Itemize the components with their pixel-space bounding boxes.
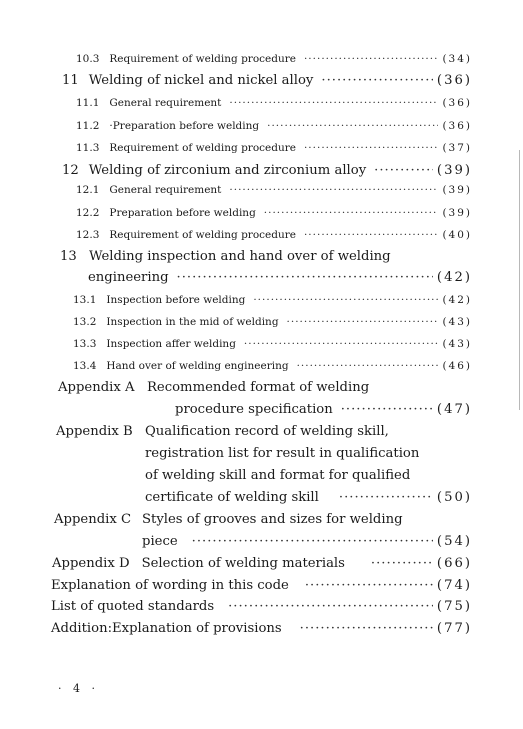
leader-dots [321, 73, 433, 88]
toc-entry-appendix-a-first-line [58, 380, 135, 395]
toc-number: Appendix C [54, 512, 132, 527]
toc-title: Selection of welding materials [141, 556, 345, 571]
toc-entry-appendix-d [52, 556, 472, 571]
toc-number: Appendix A [58, 380, 135, 395]
toc-entry-13-3 [73, 338, 472, 350]
toc-page-number: (36) [442, 97, 472, 109]
toc-page-number: (77) [436, 621, 472, 636]
toc-page-number: (74) [436, 578, 472, 593]
toc-title: Styles of grooves and sizes for welding [142, 512, 403, 527]
leader-dots [341, 402, 433, 417]
toc-title-continued: engineering [88, 270, 169, 285]
toc-entry-addition [51, 621, 472, 636]
toc-title: List of quoted standards [51, 599, 215, 614]
toc-number: 13.3 [73, 338, 97, 350]
toc-page-number: (34) [442, 53, 472, 65]
leader-dots [304, 229, 438, 241]
toc-title: ·Preparation before welding [109, 120, 260, 132]
toc-entry-11-3 [76, 142, 472, 154]
toc-entry-12 [62, 163, 472, 178]
toc-title: Preparation before welding [109, 207, 256, 219]
toc-number: 12 [62, 163, 79, 178]
leader-dots [304, 142, 438, 154]
toc-page-number: (39) [442, 207, 472, 219]
leader-dots [177, 270, 433, 285]
toc-title-continued: registration list for result in qualification [145, 446, 420, 461]
toc-entry-13-4 [73, 360, 472, 372]
toc-entry-appendix-c [142, 534, 472, 549]
toc-entry-12-2 [76, 207, 472, 219]
toc-page-number: (46) [442, 360, 472, 372]
leader-dots [305, 578, 433, 593]
toc-title: Welding of zirconium and zirconium alloy [88, 163, 367, 178]
toc-number: 13.2 [73, 316, 97, 328]
toc-title: Recommended format of welding [147, 380, 370, 395]
toc-page-number: (66) [436, 556, 472, 571]
toc-title-continued: procedure specification [175, 402, 333, 417]
toc-entry-11-1 [76, 97, 472, 109]
toc-page-number: (50) [436, 490, 472, 505]
leader-dots [229, 184, 438, 196]
toc-entry-12-3 [76, 229, 472, 241]
toc-title: Welding inspection and hand over of welding [88, 249, 391, 264]
toc-entry-13-1 [73, 294, 472, 306]
leader-dots [374, 163, 433, 178]
toc-title: Requirement of welding procedure [109, 229, 296, 241]
toc-page-number: (42) [436, 270, 472, 285]
leader-dots [304, 53, 438, 65]
toc-title-continued: piece [142, 534, 178, 549]
leader-dots [264, 207, 439, 219]
toc-entry-12-1 [76, 184, 472, 196]
leader-dots [253, 294, 438, 306]
leader-dots [371, 556, 433, 571]
toc-number: 11 [62, 73, 79, 88]
leader-dots [228, 599, 433, 614]
leader-dots [244, 338, 439, 350]
toc-entry-11-2 [76, 120, 472, 132]
toc-page-number: (54) [436, 534, 472, 549]
leader-dots [300, 621, 433, 636]
toc-number: 12.3 [76, 229, 100, 241]
scan-edge-line [519, 150, 520, 410]
toc-number: 11.1 [76, 97, 100, 109]
leader-dots [267, 120, 438, 132]
toc-number: 13.4 [73, 360, 97, 372]
toc-entry-appendix-a [175, 402, 472, 417]
toc-title: Qualification record of welding skill, [145, 424, 389, 439]
toc-title: Hand over of welding engineering [106, 360, 289, 372]
toc-page-number: (39) [442, 184, 472, 196]
leader-dots [287, 316, 439, 328]
toc-entry-13-2 [73, 316, 472, 328]
toc-title: Addition:Explanation of provisions [51, 621, 282, 636]
toc-title: Welding of nickel and nickel alloy [88, 73, 314, 88]
toc-page-number: (39) [436, 163, 472, 178]
toc-title: Inspection affer welding [106, 338, 236, 350]
toc-title: Inspection in the mid of welding [106, 316, 279, 328]
toc-number: 12.1 [76, 184, 100, 196]
leader-dots [339, 490, 433, 505]
toc-title-continued: of welding skill and format for qualified [145, 468, 411, 483]
toc-page-number: (36) [436, 73, 472, 88]
toc-number: 11.3 [76, 142, 100, 154]
toc-title: Requirement of welding procedure [109, 53, 296, 65]
toc-number: 10.3 [76, 53, 100, 65]
toc-page-number: (42) [442, 294, 472, 306]
toc-title-continued: certificate of welding skill [145, 490, 319, 505]
toc-entry-explanation-of-wording [51, 578, 472, 593]
toc-entry-13-first-line [60, 249, 391, 264]
toc-entry-quoted-standards [51, 599, 472, 614]
toc-entry-appendix-b-first-line [56, 424, 133, 439]
toc-page-number: (47) [436, 402, 472, 417]
toc-title: Inspection before welding [106, 294, 246, 306]
toc-page-number: (40) [442, 229, 472, 241]
toc-page-number: (36) [442, 120, 472, 132]
toc-number: 13.1 [73, 294, 97, 306]
page-number-footer: · 4 · [58, 682, 99, 695]
toc-entry-10-3 [76, 53, 472, 65]
toc-number: 12.2 [76, 207, 100, 219]
toc-entry-13 [88, 270, 472, 285]
toc-title: Requirement of welding procedure [109, 142, 296, 154]
toc-number: 11.2 [76, 120, 100, 132]
toc-title: Explanation of wording in this code [51, 578, 289, 593]
leader-dots [229, 97, 438, 109]
toc-page-number: (43) [442, 316, 472, 328]
toc-number: 13 [60, 249, 77, 264]
toc-entry-appendix-b [145, 490, 472, 505]
toc-page-number: (75) [436, 599, 472, 614]
toc-entry-11 [62, 73, 472, 88]
toc-page-number: (43) [442, 338, 472, 350]
toc-title: General requirement [109, 97, 222, 109]
toc-entry-appendix-c-first-line [54, 512, 131, 527]
toc-title: General requirement [109, 184, 222, 196]
toc-number: Appendix B [56, 424, 133, 439]
toc-page-number: (37) [442, 142, 472, 154]
leader-dots [192, 534, 433, 549]
toc-number: Appendix D [52, 556, 130, 571]
leader-dots [297, 360, 439, 372]
